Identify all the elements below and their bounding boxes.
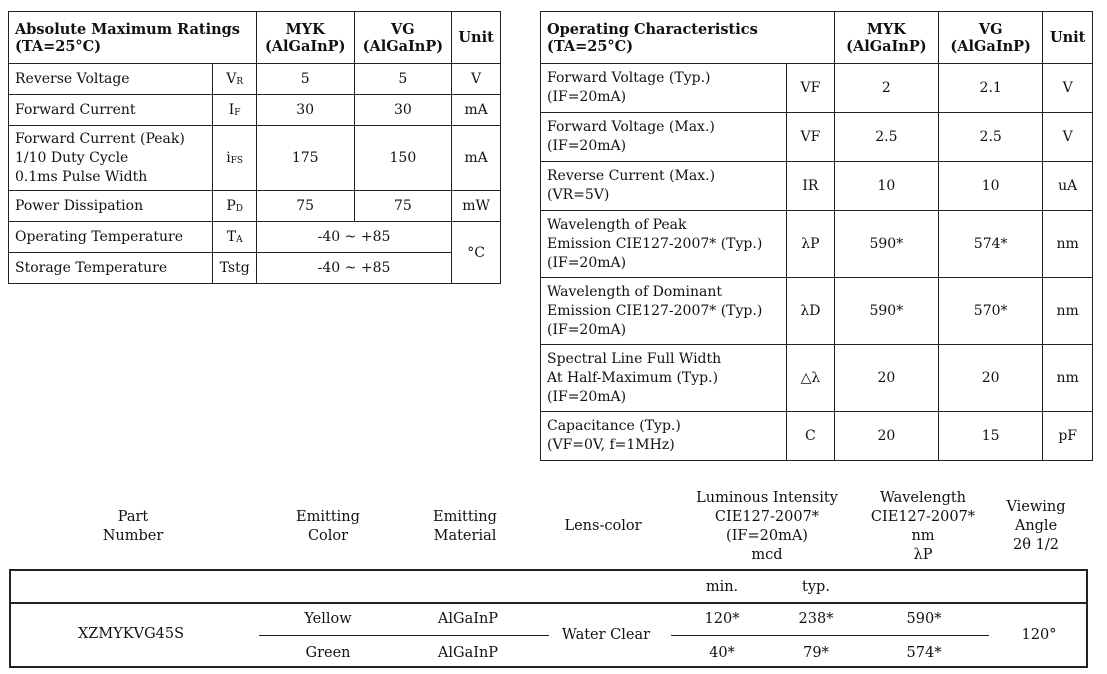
min-value: 120*: [704, 611, 740, 627]
header-emitting-material: Emitting Material: [433, 509, 497, 544]
viewing-angle: 120°: [1021, 627, 1057, 643]
typ-value: 238*: [798, 611, 834, 627]
table-row: Wavelength of Dominant Emission CIE127-2007* (Typ.) (IF=20mA) λD 590* 570* nm: [541, 278, 1093, 345]
emitting-material: AlGaInP: [437, 611, 499, 627]
typ-value: 79*: [803, 645, 829, 661]
wavelength-value: 574*: [906, 645, 942, 661]
table-row: Storage Temperature Tstg -40 ~ +85: [9, 253, 501, 284]
op-title: Operating Characteristics (TA=25°C): [541, 12, 835, 64]
emitting-color: Green: [305, 645, 351, 661]
parts-header: [8, 488, 1089, 566]
parts-table: [9, 569, 1088, 668]
absolute-max-ratings-table: [8, 11, 501, 284]
label-typ: typ.: [802, 579, 830, 595]
lens-color: Water Clear: [561, 627, 651, 643]
header-viewing-angle: Viewing Angle 2θ 1/2: [1006, 499, 1066, 553]
table-row: Capacitance (Typ.) (VF=0V, f=1MHz) C 20 15 pF: [541, 412, 1093, 461]
abs-col-myk: MYK (AlGaInP): [256, 12, 354, 64]
header-wavelength: Wavelength CIE127-2007* nm λP: [870, 490, 976, 563]
wavelength-value: 590*: [906, 611, 942, 627]
header-part-number: Part Number: [102, 509, 164, 544]
header-lens-color: Lens-color: [564, 518, 642, 534]
operating-characteristics-table: [540, 11, 1093, 461]
table-row: Reverse Voltage $V_R$ 5 5 V: [9, 64, 501, 95]
header-luminous-intensity: Luminous Intensity CIE127-2007* (IF=20mA) mcd: [696, 490, 838, 563]
row-separator: [11, 602, 1086, 604]
table-row: Forward Voltage (Max.) (IF=20mA) VF 2.5 2.5 V: [541, 113, 1093, 162]
abs-title: Absolute Maximum Ratings (TA=25°C): [9, 12, 257, 64]
part-number: XZMYKVG45S: [77, 626, 185, 642]
op-col-vg: VG (AlGaInP): [939, 12, 1043, 64]
divider: [259, 635, 549, 636]
table-row: Forward Voltage (Typ.) (IF=20mA) VF 2 2.1 V: [541, 64, 1093, 113]
op-col-myk: MYK (AlGaInP): [834, 12, 938, 64]
divider: [671, 635, 989, 636]
header-emitting-color: Emitting Color: [296, 509, 360, 544]
op-col-unit: Unit: [1043, 12, 1093, 64]
abs-col-unit: Unit: [452, 12, 501, 64]
emitting-color: Yellow: [304, 611, 352, 627]
label-min: min.: [705, 579, 739, 595]
emitting-material: AlGaInP: [437, 645, 499, 661]
table-row: Spectral Line Full Width At Half-Maximum (Typ.) (IF=20mA) △λ 20 20 nm: [541, 345, 1093, 412]
table-row: Power Dissipation $P_D$ 75 75 mW: [9, 191, 501, 222]
table-row: Forward Current $I_F$ 30 30 mA: [9, 95, 501, 126]
table-row: Reverse Current (Max.) (VR=5V) IR 10 10 uA: [541, 162, 1093, 211]
table-row: Wavelength of Peak Emission CIE127-2007* (Typ.) (IF=20mA) λP 590* 574* nm: [541, 211, 1093, 278]
abs-col-vg: VG (AlGaInP): [354, 12, 452, 64]
table-row: Forward Current (Peak) 1/10 Duty Cycle 0.1ms Pulse Width $i_{FS}$ 175 150 mA: [9, 126, 501, 191]
min-value: 40*: [709, 645, 735, 661]
table-row: Operating Temperature $T_A$ -40 ~ +85 °C: [9, 222, 501, 253]
